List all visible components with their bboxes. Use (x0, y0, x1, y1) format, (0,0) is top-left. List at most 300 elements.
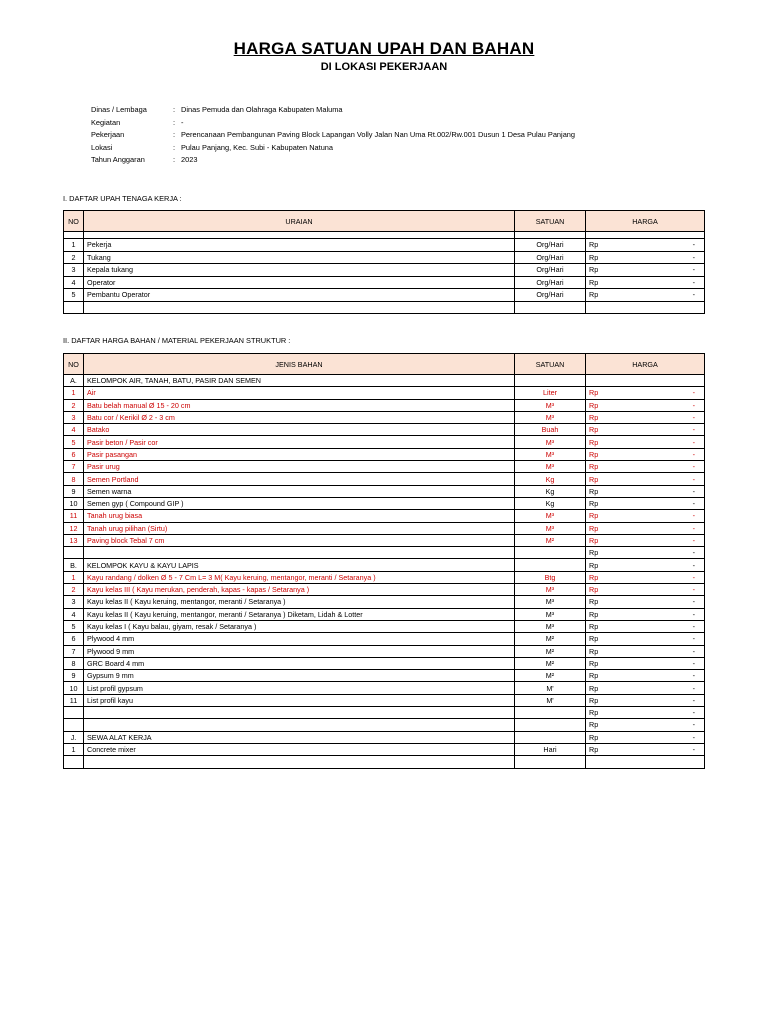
row-number: 6 (64, 448, 84, 460)
table-header-row (64, 354, 705, 375)
price-value: - (692, 560, 695, 570)
price-value: - (692, 671, 695, 681)
currency-label: Rp (589, 708, 599, 718)
row-harga (586, 743, 705, 755)
row-item: Kayu kelas II ( Kayu keruing, mentangor, meranti / Setaranya ) (84, 596, 515, 608)
row-number (64, 756, 84, 768)
price-value: - (692, 388, 695, 398)
table-row (64, 375, 705, 387)
row-item: Tanah urug biasa (84, 510, 515, 522)
currency-label: Rp (589, 646, 599, 656)
row-satuan: M³ (515, 399, 586, 411)
row-item: Pasir urug (84, 461, 515, 473)
row-harga (586, 411, 705, 423)
price-value: - (692, 290, 695, 300)
price-value: - (692, 462, 695, 472)
row-item (84, 547, 515, 559)
row-satuan: M³ (515, 448, 586, 460)
table-row (64, 264, 705, 277)
row-item: Pekerja (84, 239, 515, 252)
table-header-row (64, 211, 705, 232)
header-jenis-bahan: JENIS BAHAN (84, 354, 515, 375)
row-satuan: Org/Hari (515, 289, 586, 302)
price-value: - (692, 548, 695, 558)
table-row (64, 522, 705, 534)
row-item: Pasir pasangan (84, 448, 515, 460)
table-row (64, 645, 705, 657)
table-row (64, 485, 705, 497)
header-harga: HARGA (586, 211, 705, 232)
row-satuan: M² (515, 657, 586, 669)
row-number: 12 (64, 522, 84, 534)
table-row (64, 510, 705, 522)
row-satuan: M³ (515, 522, 586, 534)
row-satuan: M² (515, 645, 586, 657)
row-item: Kayu kelas III ( Kayu merukan, penderah, kapas - kapas / Setaranya ) (84, 584, 515, 596)
row-harga (586, 633, 705, 645)
row-harga (586, 682, 705, 694)
row-satuan: M³ (515, 436, 586, 448)
info-row (91, 154, 575, 167)
empty-cell (64, 232, 84, 239)
currency-label: Rp (589, 400, 599, 410)
row-item: List profil kayu (84, 694, 515, 706)
row-number: 8 (64, 473, 84, 485)
table-row (64, 694, 705, 706)
header-uraian: URAIAN (84, 211, 515, 232)
row-harga (586, 707, 705, 719)
row-satuan: Kg (515, 485, 586, 497)
currency-label: Rp (589, 290, 599, 300)
row-satuan (515, 559, 586, 571)
row-number: 11 (64, 694, 84, 706)
section1-heading: I. DAFTAR UPAH TENAGA KERJA : (63, 194, 182, 203)
row-harga (586, 264, 705, 277)
currency-label: Rp (589, 437, 599, 447)
row-number: 11 (64, 510, 84, 522)
price-value: - (692, 609, 695, 619)
table-row (64, 608, 705, 620)
row-number: 4 (64, 276, 84, 289)
currency-label: Rp (589, 671, 599, 681)
row-number: 1 (64, 743, 84, 755)
row-harga (586, 547, 705, 559)
row-harga (586, 534, 705, 546)
row-number: 1 (64, 387, 84, 399)
row-satuan: Hari (515, 743, 586, 755)
price-value: - (692, 252, 695, 262)
price-value: - (692, 720, 695, 730)
price-value: - (692, 646, 695, 656)
table-row (64, 276, 705, 289)
row-harga (586, 289, 705, 302)
row-satuan: Kg (515, 497, 586, 509)
info-value: 2023 (181, 155, 198, 164)
document-title: HARGA SATUAN UPAH DAN BAHAN (233, 39, 535, 58)
row-item: SEWA ALAT KERJA (84, 731, 515, 743)
table-row (64, 301, 705, 314)
table-row (64, 731, 705, 743)
row-item: Pasir beton / Pasir cor (84, 436, 515, 448)
row-item: Batu cor / Kerikil Ø 2 - 3 cm (84, 411, 515, 423)
row-harga (586, 657, 705, 669)
info-value: - (181, 117, 184, 127)
table-row (64, 424, 705, 436)
currency-label: Rp (589, 634, 599, 644)
row-item (84, 707, 515, 719)
table-row (64, 620, 705, 632)
info-value: Dinas Pemuda dan Olahraga Kabupaten Maluma (181, 105, 343, 114)
row-number: 2 (64, 584, 84, 596)
currency-label: Rp (589, 252, 599, 262)
row-number: 4 (64, 608, 84, 620)
currency-label: Rp (589, 732, 599, 742)
price-value: - (692, 708, 695, 718)
info-row (91, 142, 575, 155)
price-value: - (692, 658, 695, 668)
row-satuan: M³ (515, 461, 586, 473)
price-value: - (692, 572, 695, 582)
row-satuan: M³ (515, 608, 586, 620)
currency-label: Rp (589, 720, 599, 730)
table-row (64, 448, 705, 460)
row-number: 5 (64, 289, 84, 302)
currency-label: Rp (589, 695, 599, 705)
price-value: - (692, 400, 695, 410)
row-satuan: M³ (515, 411, 586, 423)
row-satuan (515, 731, 586, 743)
row-harga (586, 756, 705, 768)
row-item: KELOMPOK AIR, TANAH, BATU, PASIR DAN SEMEN (84, 375, 515, 387)
price-value: - (692, 499, 695, 509)
row-number: 8 (64, 657, 84, 669)
price-value: - (692, 585, 695, 595)
info-row (91, 117, 575, 130)
currency-label: Rp (589, 388, 599, 398)
row-item: Tukang (84, 251, 515, 264)
row-harga (586, 461, 705, 473)
table-row (64, 719, 705, 731)
row-number: 7 (64, 461, 84, 473)
row-satuan: M² (515, 670, 586, 682)
price-value: - (692, 634, 695, 644)
row-item: Semen warna (84, 485, 515, 497)
row-item: Paving block Tebal 7 cm (84, 534, 515, 546)
table-row (64, 596, 705, 608)
row-satuan: M³ (515, 596, 586, 608)
row-harga (586, 571, 705, 583)
material-price-table (63, 353, 705, 769)
row-number: 4 (64, 424, 84, 436)
empty-cell (515, 301, 586, 314)
table-row (64, 534, 705, 546)
row-item: Semen gyp ( Compound GIP ) (84, 497, 515, 509)
empty-cell (586, 232, 705, 239)
price-value: - (692, 449, 695, 459)
row-item: Kayu kelas I ( Kayu balau, giyam, resak / Setaranya ) (84, 620, 515, 632)
table-row (64, 497, 705, 509)
row-satuan (515, 719, 586, 731)
row-harga (586, 399, 705, 411)
row-item: Kayu kelas II ( Kayu keruing, mentangor, meranti / Setaranya ) Diketam, Lidah & Lotter (84, 608, 515, 620)
info-label: Dinas / Lembaga (91, 105, 147, 114)
header-harga: HARGA (586, 354, 705, 375)
row-number: 5 (64, 620, 84, 632)
currency-label: Rp (589, 745, 599, 755)
row-harga (586, 387, 705, 399)
currency-label: Rp (589, 499, 599, 509)
row-satuan (515, 375, 586, 387)
row-harga (586, 522, 705, 534)
row-harga (586, 694, 705, 706)
currency-label: Rp (589, 585, 599, 595)
row-item: List profil gypsum (84, 682, 515, 694)
info-label: Lokasi (91, 142, 113, 152)
row-satuan: M' (515, 682, 586, 694)
row-harga (586, 239, 705, 252)
table-row (64, 559, 705, 571)
price-value: - (692, 240, 695, 250)
table-row (64, 436, 705, 448)
header-no: NO (64, 354, 84, 375)
row-item: Operator (84, 276, 515, 289)
row-harga (586, 645, 705, 657)
table-row (64, 239, 705, 252)
row-harga (586, 448, 705, 460)
currency-label: Rp (589, 486, 599, 496)
currency-label: Rp (589, 449, 599, 459)
row-item: Semen Portland (84, 473, 515, 485)
labor-wage-table (63, 210, 705, 314)
currency-label: Rp (589, 413, 599, 423)
row-number: 5 (64, 436, 84, 448)
row-satuan: Org/Hari (515, 239, 586, 252)
price-value: - (692, 745, 695, 755)
price-value: - (692, 413, 695, 423)
table-row (64, 584, 705, 596)
currency-label: Rp (589, 658, 599, 668)
row-number: 3 (64, 264, 84, 277)
project-info-block (91, 104, 575, 167)
row-number: 1 (64, 239, 84, 252)
row-satuan: M³ (515, 584, 586, 596)
row-number: B. (64, 559, 84, 571)
row-satuan: Org/Hari (515, 251, 586, 264)
row-satuan: Btg (515, 571, 586, 583)
currency-label: Rp (589, 511, 599, 521)
row-harga (586, 251, 705, 264)
row-number: 3 (64, 411, 84, 423)
table-row (64, 707, 705, 719)
price-value: - (692, 683, 695, 693)
row-harga (586, 436, 705, 448)
row-number: 9 (64, 485, 84, 497)
price-value: - (692, 622, 695, 632)
row-item: Pembantu Operator (84, 289, 515, 302)
row-harga (586, 497, 705, 509)
row-satuan: Org/Hari (515, 276, 586, 289)
row-item: Batako (84, 424, 515, 436)
info-value: Perencanaan Pembangunan Paving Block Lapangan Volly Jalan Nan Uma Rt.002/Rw.001 Dusun 1 Desa Pulau Panjang (181, 130, 576, 139)
row-item: Tanah urug pilihan (Sirtu) (84, 522, 515, 534)
table-row (64, 670, 705, 682)
row-harga (586, 608, 705, 620)
price-value: - (692, 277, 695, 287)
price-value: - (692, 732, 695, 742)
row-item: Batu belah manual Ø 15 - 20 cm (84, 399, 515, 411)
row-item: Plywood 4 mm (84, 633, 515, 645)
row-number: 6 (64, 633, 84, 645)
row-harga (586, 719, 705, 731)
row-number: 10 (64, 682, 84, 694)
table-row (64, 461, 705, 473)
header-satuan: SATUAN (515, 211, 586, 232)
row-number (64, 547, 84, 559)
row-number: 7 (64, 645, 84, 657)
info-value: Pulau Panjang, Kec. Subi - Kabupaten Natuna (181, 142, 334, 152)
row-item: GRC Board 4 mm (84, 657, 515, 669)
row-number: 2 (64, 251, 84, 264)
currency-label: Rp (589, 572, 599, 582)
price-value: - (692, 597, 695, 607)
currency-label: Rp (589, 548, 599, 558)
row-satuan: M² (515, 534, 586, 546)
row-satuan: M³ (515, 620, 586, 632)
row-harga (586, 596, 705, 608)
row-harga (586, 424, 705, 436)
price-value: - (692, 695, 695, 705)
row-satuan: Org/Hari (515, 264, 586, 277)
empty-cell (84, 301, 515, 314)
row-satuan: M² (515, 633, 586, 645)
table-row (64, 756, 705, 768)
info-separator: : (173, 117, 176, 127)
currency-label: Rp (589, 523, 599, 533)
price-value: - (692, 536, 695, 545)
table-row (64, 289, 705, 302)
currency-label: Rp (589, 265, 599, 275)
row-harga (586, 485, 705, 497)
row-harga (586, 276, 705, 289)
row-item (84, 756, 515, 768)
row-item: Kepala tukang (84, 264, 515, 277)
row-number (64, 707, 84, 719)
row-number: 10 (64, 497, 84, 509)
currency-label: Rp (589, 560, 599, 570)
spacer-row (64, 232, 705, 239)
table-row (64, 657, 705, 669)
currency-label: Rp (589, 474, 599, 484)
info-row (91, 104, 575, 117)
price-value: - (692, 523, 695, 533)
row-satuan: Kg (515, 473, 586, 485)
row-item: Air (84, 387, 515, 399)
table-row (64, 399, 705, 411)
table-row (64, 571, 705, 583)
price-value: - (692, 425, 695, 435)
empty-cell (515, 232, 586, 239)
price-value: - (692, 474, 695, 484)
row-harga (586, 375, 705, 387)
section2-heading: II. DAFTAR HARGA BAHAN / MATERIAL PEKERJAAN STRUKTUR : (63, 336, 291, 345)
row-item: KELOMPOK KAYU & KAYU LAPIS (84, 559, 515, 571)
row-harga (586, 584, 705, 596)
price-value: - (692, 511, 695, 521)
row-harga (586, 510, 705, 522)
row-satuan (515, 547, 586, 559)
row-satuan (515, 707, 586, 719)
price-value: - (692, 486, 695, 496)
table-row (64, 547, 705, 559)
table-row (64, 682, 705, 694)
currency-label: Rp (589, 609, 599, 619)
table-row (64, 473, 705, 485)
row-satuan: M³ (515, 510, 586, 522)
price-value: - (692, 437, 695, 447)
price-value: - (692, 265, 695, 275)
currency-label: Rp (589, 597, 599, 607)
document-subtitle: DI LOKASI PEKERJAAN (320, 61, 448, 73)
info-label: Pekerjaan (91, 130, 125, 139)
empty-cell (586, 301, 705, 314)
row-harga (586, 670, 705, 682)
info-label: Kegiatan (91, 117, 121, 127)
info-separator: : (173, 130, 176, 139)
currency-label: Rp (589, 277, 599, 287)
info-separator: : (173, 142, 176, 152)
row-item (84, 719, 515, 731)
row-harga (586, 731, 705, 743)
table-row (64, 387, 705, 399)
row-number: 2 (64, 399, 84, 411)
info-separator: : (173, 155, 176, 164)
info-label: Tahun Anggaran (91, 155, 145, 164)
table-row (64, 743, 705, 755)
row-satuan: Liter (515, 387, 586, 399)
row-number: 1 (64, 571, 84, 583)
row-harga (586, 620, 705, 632)
row-item: Gypsum 9 mm (84, 670, 515, 682)
currency-label: Rp (589, 622, 599, 632)
row-item: Concrete mixer (84, 743, 515, 755)
header-no: NO (64, 211, 84, 232)
row-number: 9 (64, 670, 84, 682)
currency-label: Rp (589, 240, 599, 250)
row-harga (586, 559, 705, 571)
row-number: J. (64, 731, 84, 743)
info-row (91, 129, 575, 142)
empty-cell (84, 232, 515, 239)
info-separator: : (173, 105, 176, 114)
row-number: 13 (64, 534, 84, 546)
table-row (64, 411, 705, 423)
row-item: Kayu randang / dolken Ø 5 - 7 Cm L= 3 M( Kayu keruing, mentangor, meranti / Setaranya ) (84, 571, 515, 583)
row-number (64, 719, 84, 731)
header-satuan: SATUAN (515, 354, 586, 375)
row-satuan (515, 756, 586, 768)
row-number: 3 (64, 596, 84, 608)
table-row (64, 633, 705, 645)
table-row (64, 251, 705, 264)
row-item: Plywood 9 mm (84, 645, 515, 657)
currency-label: Rp (589, 462, 599, 472)
currency-label: Rp (589, 536, 599, 545)
currency-label: Rp (589, 683, 599, 693)
row-satuan: M' (515, 694, 586, 706)
row-satuan: Buah (515, 424, 586, 436)
empty-cell (64, 301, 84, 314)
row-harga (586, 473, 705, 485)
